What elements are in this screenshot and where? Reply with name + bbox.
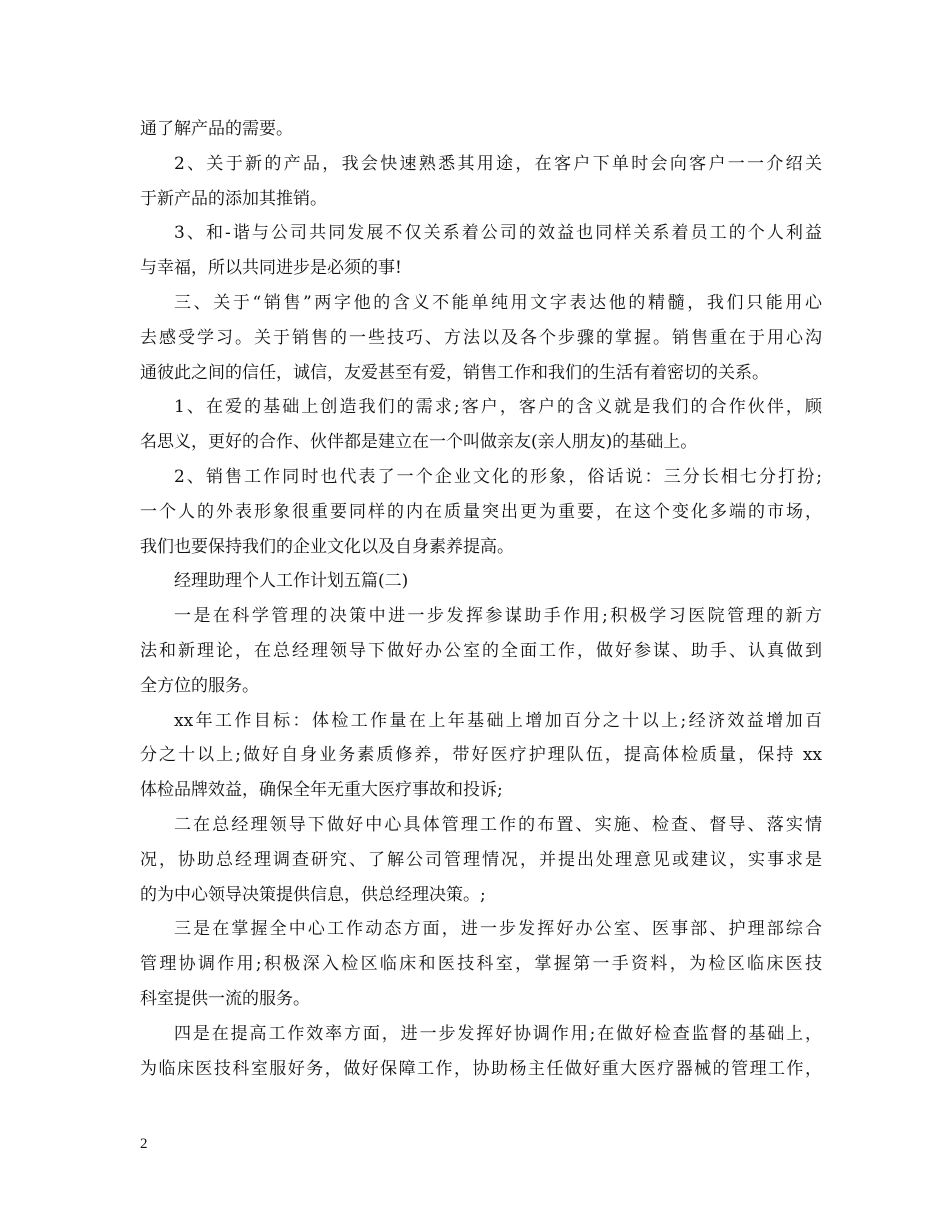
text-line: 3、和-谐与公司共同发展不仅关系着公司的效益也同样关系着员工的个人利益 xyxy=(174,223,822,244)
text-line: 1、在爱的基础上创造我们的需求;客户，客户的含义就是我们的合作伙伴，顾 xyxy=(174,397,822,418)
text-line: 去感受学习。关于销售的一些技巧、方法以及各个步骤的掌握。销售重在于用心沟 xyxy=(140,327,822,348)
text-line: 的为中心领导决策提供信息，供总经理决策。; xyxy=(140,884,486,905)
text-line: 与幸福，所以共同进步是必须的事! xyxy=(140,258,402,279)
text-line: 法和新理论，在总经理领导下做好办公室的全面工作，做好参谋、助手、认真做到 xyxy=(140,640,822,661)
text-line: 二在总经理领导下做好中心具体管理工作的布置、实施、检查、督导、落实情 xyxy=(174,814,822,835)
text-line: 科室提供一流的服务。 xyxy=(140,988,310,1009)
text-line: 三、关于“销售”两字他的含义不能单纯用文字表达他的精髓，我们只能用心 xyxy=(174,292,822,313)
text-line: 四是在提高工作效率方面，进一步发挥好协调作用;在做好检查监督的基础上， xyxy=(174,1023,822,1044)
text-line: 分之十以上;做好自身业务素质修养，带好医疗护理队伍，提高体检质量，保持 xx xyxy=(140,745,822,766)
text-line: 为临床医技科室服好务，做好保障工作，协助杨主任做好重大医疗器械的管理工作， xyxy=(140,1058,822,1079)
text-line: 我们也要保持我们的企业文化以及自身素养提高。 xyxy=(140,536,514,557)
body-text xyxy=(140,112,822,1086)
text-line: 况，协助总经理调查研究、了解公司管理情况，并提出处理意见或建议，实事求是 xyxy=(140,849,822,870)
text-line: 一个人的外表形象很重要同样的内在质量突出更为重要，在这个变化多端的市场， xyxy=(140,501,822,522)
text-line: 通了解产品的需要。 xyxy=(140,119,293,139)
text-line: 一是在科学管理的决策中进一步发挥参谋助手作用;积极学习医院管理的新方 xyxy=(174,606,822,627)
text-line: 全方位的服务。 xyxy=(140,675,259,696)
text-line: 经理助理个人工作计划五篇(二) xyxy=(174,571,409,592)
text-line: 名思义，更好的合作、伙伴都是建立在一个叫做亲友(亲人朋友)的基础上。 xyxy=(140,432,698,453)
text-line: 于新产品的添加其推销。 xyxy=(140,188,327,209)
text-line: 2、关于新的产品，我会快速熟悉其用途，在客户下单时会向客户一一介绍关 xyxy=(174,153,822,174)
text-line: 通彼此之间的信任，诚信，友爱甚至有爱，销售工作和我们的生活有着密切的关系。 xyxy=(140,362,769,383)
text-line: 三是在掌握全中心工作动态方面，进一步发挥好办公室、医事部、护理部综合 xyxy=(174,919,822,940)
text-line: 2、销售工作同时也代表了一个企业文化的形象，俗话说：三分长相七分打扮; xyxy=(174,466,822,487)
text-line: 体检品牌效益，确保全年无重大医疗事故和投诉; xyxy=(140,780,503,801)
page-number: 2 xyxy=(140,1136,148,1152)
text-line: xx年工作目标：体检工作量在上年基础上增加百分之十以上;经济效益增加百 xyxy=(174,710,822,731)
text-line: 管理协调作用;积极深入检区临床和医技科室，掌握第一手资料，为检区临床医技 xyxy=(140,954,822,975)
